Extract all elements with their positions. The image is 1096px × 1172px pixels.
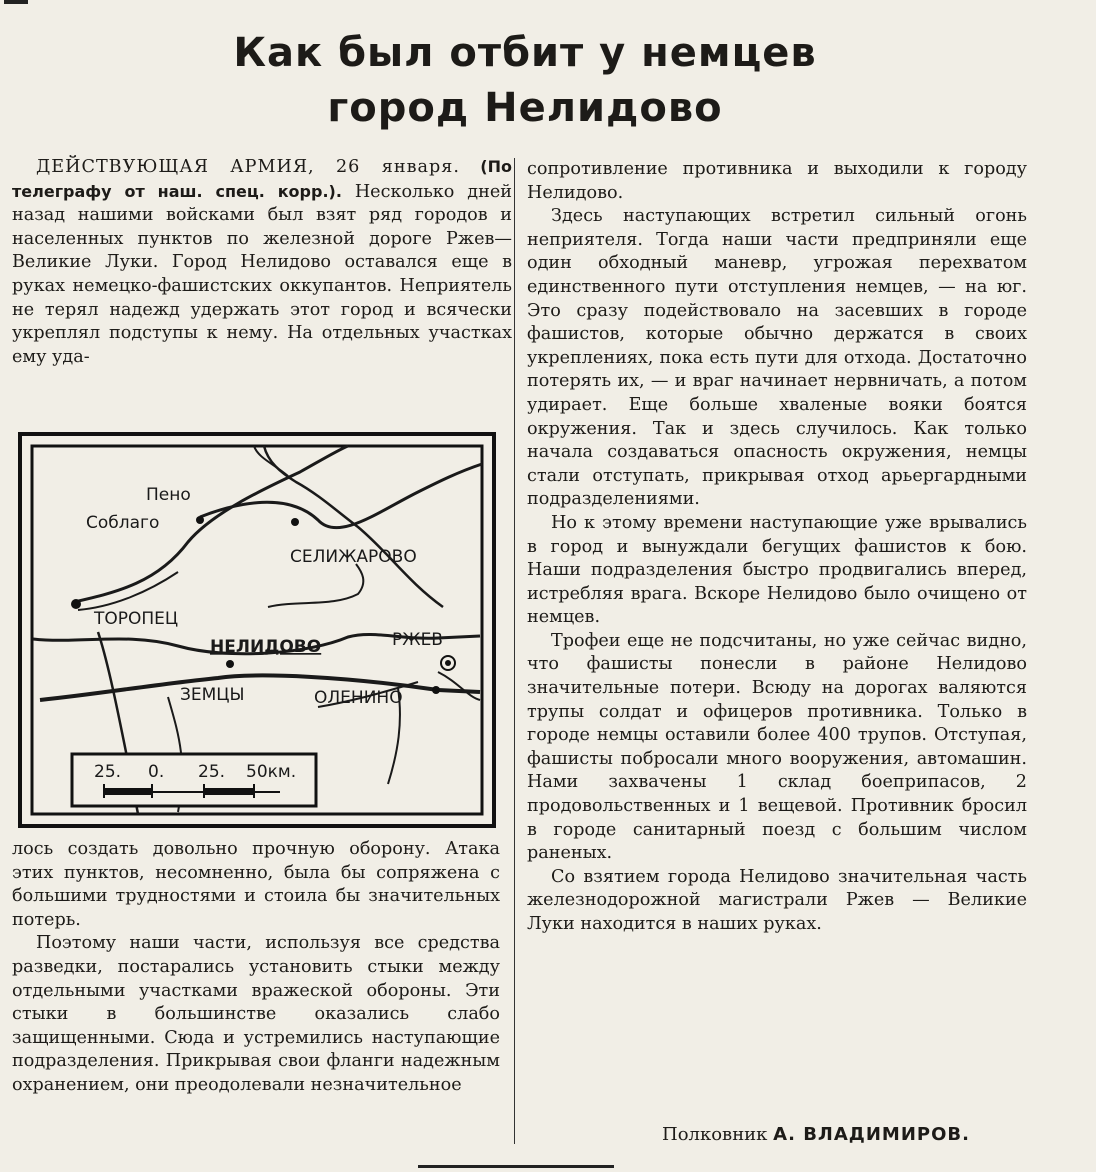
- town-dot-soblago: [196, 516, 204, 524]
- article-text-left-top: Несколько дней назад нашими войсками был взят ряд городов и населенных пунктов по железной дороге Ржев—Великие Луки. Город Нелидово оставался еще в руках немецко-фашистских оккупантов. Неприятель не терял надежд удержать этот город и всячески укреплял подступы к нему. На отдельных участках ему уда-: [12, 181, 512, 367]
- paragraph-right-3: Трофеи еще не подсчитаны, но уже сейчас видно, что фашисты понесли в районе Нелидово значительные потери. Всюду на дорогах валяются трупы солдат и офицеров противника. Только в городе немцы оставили более 400 трупов. Отступая, фашисты побросали много вооружения, автомашин. Нами захвачены 1 склад боеприпасов, 2 продовольственных и 1 вещевой. Противник бросил в городе санитарный поезд с большим числом раненых.: [527, 630, 1027, 864]
- paragraph-left-bottom-1: лось создать довольно прочную оборону. Атака этих пунктов, несомненно, была бы сопряжена с большими трудностями и стоила бы значительных потерь.: [12, 839, 500, 930]
- town-dot-toropets: [71, 599, 81, 609]
- paragraph-right-2: Но к этому времени наступающие уже врывались в город и вынуждали бегущих фашистов к бою. Наши подразделения быстро продвигались вперед, истребляя врага. Вскоре Нелидово было очищено от немцев.: [527, 512, 1027, 628]
- headline: [0, 26, 1050, 136]
- scale-tick-0: 25.: [94, 762, 122, 782]
- article-column-left-bottom: [12, 838, 500, 1098]
- map-label-toropets: ТОРОПЕЦ: [94, 609, 179, 629]
- town-dot-olenino: [432, 686, 440, 694]
- paragraph-right-4: Со взятием города Нелидово значительная часть железнодорожной магистрали Ржев — Великие Луки находится в наших руках.: [527, 866, 1027, 934]
- headline-line-1: Как был отбит у немцев: [233, 30, 817, 76]
- dateline: ДЕЙСТВУЮЩАЯ АРМИЯ, 26 января.: [36, 157, 460, 177]
- map-label-zemtsy: ЗЕМЦЫ: [180, 685, 245, 705]
- map-figure: [18, 432, 496, 828]
- paragraph-right-0: сопротивление противника и выходили к городу Нелидово.: [527, 159, 1027, 203]
- headline-line-2: город Нелидово: [327, 85, 723, 131]
- signature: [662, 1124, 970, 1145]
- signature-rank: Полковник: [662, 1124, 768, 1145]
- map-label-peno: Пено: [146, 485, 191, 505]
- map-label-soblago: Соблаго: [86, 513, 160, 533]
- map-label-nelidovo: НЕЛИДОВО: [210, 637, 322, 657]
- paragraph-left-bottom-2: Поэтому наши части, используя все средства разведки, постарались установить стыки между отдельными участками вражеской обороны. Эти стыки в большинстве оказались слабо защищенными. Сюда и устремились наступающие подразделения. Прикрывая свои фланги надежным охранением, они преодолевали незначительное: [12, 933, 500, 1095]
- map-label-selizharovo: СЕЛИЖАРОВО: [290, 547, 417, 567]
- map-label-rzhev: РЖЕВ: [392, 630, 443, 650]
- scale-tick-2: 25.: [198, 762, 226, 782]
- town-dot-selizharovo: [291, 518, 299, 526]
- paragraph-right-1: Здесь наступающих встретил сильный огонь неприятеля. Тогда наши части предприняли еще один обходный маневр, угрожая перехватом единственного пути отступления немцев, — на юг. Это сразу подействовало на засевших в городе фашистов, которые обычно держатся в своих укреплениях, пока есть пути для отхода. Достаточно потерять их, — и враг начинает нервничать, а потом удирает. Еще больше хваленые вояки боятся окружения. Так и здесь случилось. Как только начала создаваться опасность окружения, немцы стали отступать, прикрывая отход арьергардными подразделениями.: [527, 206, 1027, 510]
- article-column-right: [527, 158, 1027, 937]
- corner-mark: [4, 0, 28, 4]
- signature-name: А. ВЛАДИМИРОВ.: [773, 1124, 970, 1145]
- telegraph-source: (По телеграфу от наш. спец. корр.).: [12, 157, 512, 201]
- town-dot-rzhev: [445, 660, 451, 666]
- map-scale-bar: [72, 754, 316, 806]
- scale-tick-1: 0.: [148, 762, 165, 782]
- scale-tick-3: 50км.: [246, 762, 297, 782]
- bottom-rule: [418, 1165, 614, 1168]
- article-column-left-top: [12, 155, 512, 369]
- column-divider: [514, 158, 515, 1144]
- town-dot-nelidovo: [226, 660, 234, 668]
- map-label-olenino: ОЛЕНИНО: [314, 688, 403, 708]
